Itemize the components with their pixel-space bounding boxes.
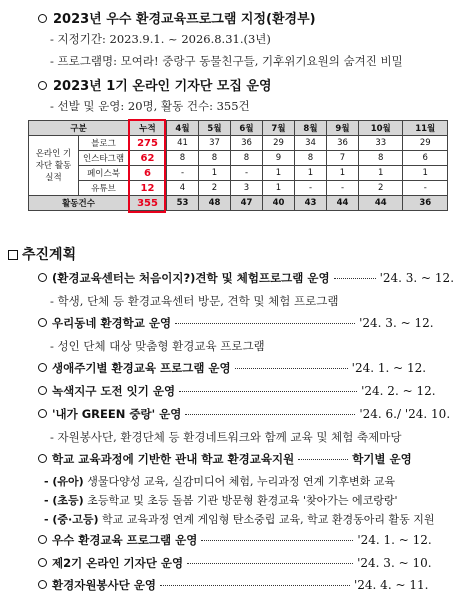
section-heading: 추진계획 (8, 244, 76, 264)
row-group-label: 온라인 기자단 활동실적 (29, 136, 79, 196)
circle-bullet-icon (38, 454, 47, 463)
leader-dots (201, 540, 353, 541)
circle-bullet-icon (38, 535, 47, 544)
header-month: 4월 (167, 121, 199, 136)
table-row: 유튜브 12 4 2 3 1 - - 2 - (29, 181, 448, 196)
program-name: - 프로그램명: 모여라! 중랑구 동물친구들, 기후위기요원의 숨겨진 비밀 (50, 54, 403, 68)
leader-dots (175, 323, 355, 324)
square-bullet-icon (8, 250, 18, 260)
circle-bullet-icon (38, 386, 47, 395)
plan-item-excellent-program: 우수 환경교육 프로그램 운영 '24. 1. ~ 12. (38, 532, 432, 548)
plan-item-volunteers: 환경자원봉사단 운영 '24. 4. ~ 11. (38, 577, 428, 593)
circle-bullet-icon (38, 558, 47, 567)
header-month: 8월 (295, 121, 327, 136)
table-row: 인스타그램 62 8 8 8 9 8 7 8 6 (29, 151, 448, 166)
circle-bullet-icon (38, 14, 47, 23)
leader-dots (160, 585, 350, 586)
leader-dots (235, 368, 348, 369)
level-secondary: - (중·고등) 학교 교육과정 연계 게임형 탄소중립 교육, 학교 환경동아리 활동 지원 (44, 513, 435, 526)
leader-dots (334, 278, 376, 279)
plan-item-neighborhood-school: 우리동네 환경학교 운영 '24. 3. ~ 12. (38, 315, 434, 331)
bullet-environment-program-designation: 2023년 우수 환경교육프로그램 지정(환경부) (38, 8, 316, 27)
plan-item-life-cycle: 생애주기별 환경교육 프로그램 운영 '24. 1. ~ 12. (38, 360, 426, 376)
header-month: 5월 (199, 121, 231, 136)
table-row: 온라인 기자단 활동실적 블로그 275 41 37 36 29 34 36 33 29 (29, 136, 448, 151)
circle-bullet-icon (38, 273, 47, 282)
header-month: 6월 (231, 121, 263, 136)
reporter-activity-table (28, 120, 448, 211)
plan-detail: - 성인 단체 대상 맞춤형 환경교육 프로그램 (50, 339, 265, 353)
table-row: 페이스북 6 - 1 - 1 1 1 1 1 (29, 166, 448, 181)
circle-bullet-icon (38, 318, 47, 327)
circle-bullet-icon (38, 580, 47, 589)
leader-dots (179, 391, 357, 392)
circle-bullet-icon (38, 363, 47, 372)
plan-item-visit-program: (환경교육센터는 처음이지?)견학 및 체험프로그램 운영 '24. 3. ~ 12. (38, 270, 454, 286)
plan-detail: - 학생, 단체 등 환경교육센터 방문, 견학 및 체험 프로그램 (50, 294, 339, 308)
header-cumulative: 누적 (129, 121, 167, 136)
plan-item-second-reporters: 제2기 온라인 기자단 운영 '24. 3. ~ 10. (38, 555, 432, 571)
circle-bullet-icon (38, 81, 47, 90)
reporters-selection: - 선발 및 운영: 20명, 활동 건수: 355건 (50, 99, 250, 113)
level-elementary: - (초등) 초등학교 및 초등 돌봄 기관 방문형 환경교육 '찾아가는 에코랑랑' (44, 494, 398, 507)
plan-item-green-earth: 녹색지구 도전 잇기 운영 '24. 2. ~ 12. (38, 383, 436, 399)
table-header-row (29, 121, 448, 136)
plan-detail: - 자원봉사단, 환경단체 등 환경네트워크와 함께 교육 및 체험 축제마당 (50, 430, 402, 444)
table-total-row: 활동건수 355 53 48 47 40 43 44 44 36 (29, 196, 448, 211)
plan-item-school-support: 학교 교육과정에 기반한 관내 학교 환경교육지원 학기별 운영 (38, 451, 412, 467)
circle-bullet-icon (38, 409, 47, 418)
designation-period: - 지정기간: 2023.9.1. ~ 2026.8.31.(3년) (50, 32, 271, 46)
header-month: 11월 (403, 121, 448, 136)
header-month: 10월 (359, 121, 403, 136)
header-month: 7월 (263, 121, 295, 136)
leader-dots (298, 459, 348, 460)
bullet-online-reporters: 2023년 1기 온라인 기자단 모집 운영 (38, 75, 272, 94)
header-month: 9월 (327, 121, 359, 136)
plan-item-green-jungnang: '내가 GREEN 중랑' 운영 '24. 6./ '24. 10. (38, 406, 450, 422)
level-kindergarten: - (유아) 생물다양성 교육, 실감미디어 체험, 누리과정 연계 기후변화 교육 (44, 475, 395, 488)
leader-dots (185, 414, 355, 415)
leader-dots (187, 563, 353, 564)
header-category: 구분 (29, 121, 129, 136)
